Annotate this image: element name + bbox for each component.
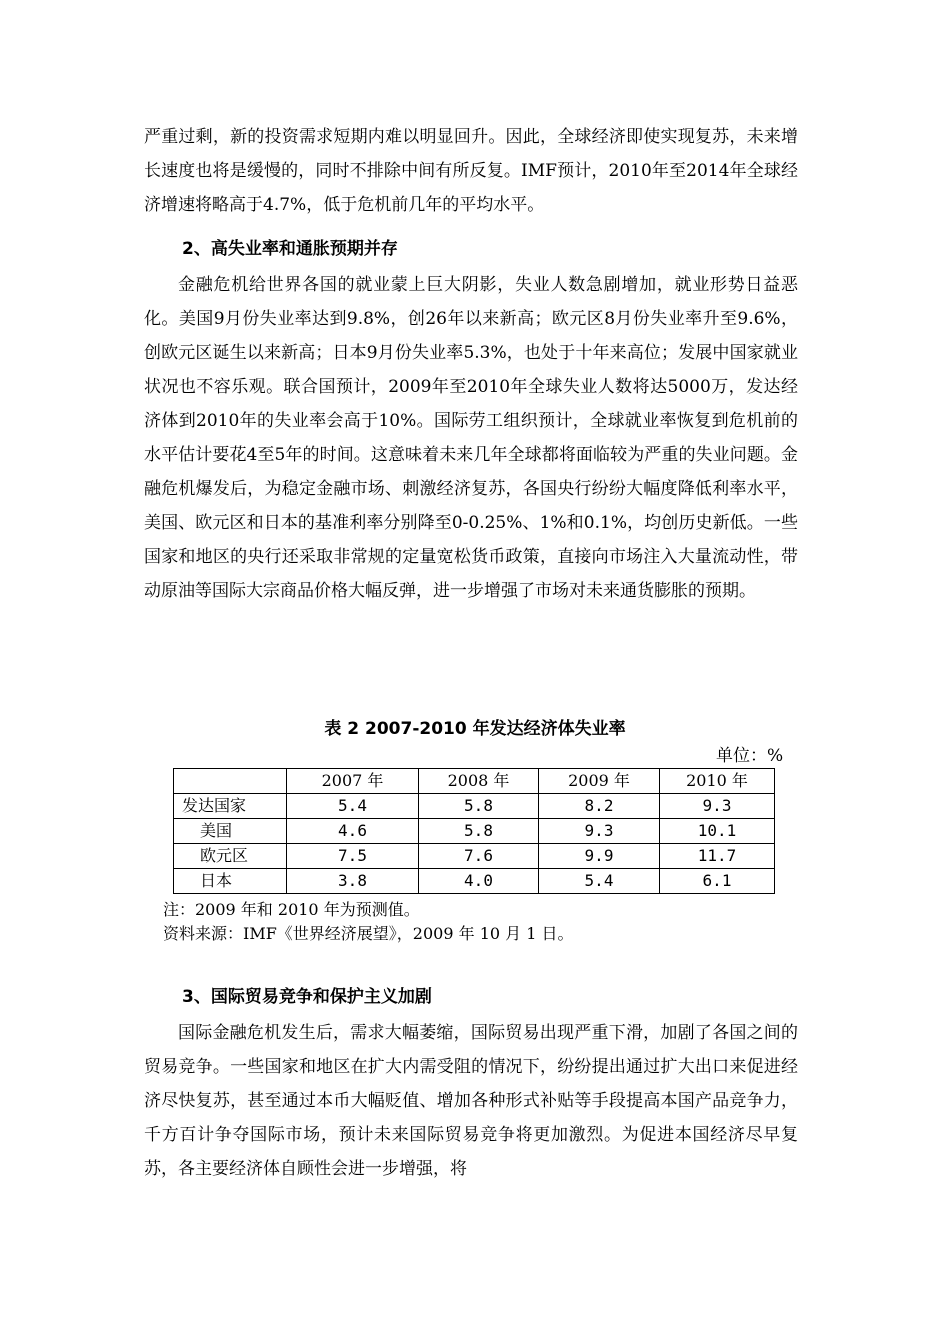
table-header-cell: 2009 年 bbox=[539, 769, 660, 794]
section-heading-unemployment-inflation: 2、高失业率和通胀预期并存 bbox=[182, 239, 398, 259]
table-row bbox=[174, 794, 775, 819]
table-cell: 7.6 bbox=[419, 844, 539, 869]
paragraph-unemployment-inflation: 金融危机给世界各国的就业蒙上巨大阴影，失业人数急剧增加，就业形势日益恶化。美国9月份失业率达到9.8%，创26年以来新高；欧元区8月份失业率升至9.6%，创欧元区诞生以来新高；日本9月份失业率5.3%，也处于十年来高位；发展中国家就业状况也不容乐观。联合国预计，2009年至2010年全球失业人数将达5000万，发达经济体到2010年的失业率会高于10%。国际劳工组织预计，全球就业率恢复到危机前的水平估计要花4至5年的时间。这意味着未来几年全球都将面临较为严重的失业问题。金融危机爆发后，为稳定金融市场、刺激经济复苏，各国央行纷纷大幅度降低利率水平，美国、欧元区和日本的基准利率分别降至0-0.25%、1%和0.1%，均创历史新低。一些国家和地区的央行还采取非常规的定量宽松货币政策，直接向市场注入大量流动性，带动原油等国际大宗商品价格大幅反弹，进一步增强了市场对未来通货膨胀的预期。 bbox=[144, 275, 798, 601]
section-heading-trade-protectionism: 3、国际贸易竞争和保护主义加剧 bbox=[182, 987, 432, 1007]
table-cell: 3.8 bbox=[287, 869, 419, 894]
table-cell: 11.7 bbox=[660, 844, 775, 869]
table-row bbox=[174, 869, 775, 894]
row-label: 美国 bbox=[174, 819, 287, 844]
table-source: 资料来源：IMF《世界经济展望》，2009 年 10 月 1 日。 bbox=[163, 924, 574, 943]
table-header-cell: 2007 年 bbox=[287, 769, 419, 794]
paragraph-trade-protectionism: 国际金融危机发生后，需求大幅萎缩，国际贸易出现严重下滑，加剧了各国之间的贸易竞争。一些国家和地区在扩大内需受阻的情况下，纷纷提出通过扩大出口来促进经济尽快复苏，甚至通过本币大幅贬值、增加各种形式补贴等手段提高本国产品竞争力，千方百计争夺国际市场，预计未来国际贸易竞争将更加激烈。为促进本国经济尽早复苏，各主要经济体自顾性会进一步增强，将 bbox=[144, 1023, 798, 1179]
table-cell: 8.2 bbox=[539, 794, 660, 819]
table-header-cell: 2008 年 bbox=[419, 769, 539, 794]
table-row bbox=[174, 819, 775, 844]
table-cell: 6.1 bbox=[660, 869, 775, 894]
table-cell: 4.0 bbox=[419, 869, 539, 894]
table-header-row bbox=[174, 769, 775, 794]
table-row bbox=[174, 844, 775, 869]
table-cell: 4.6 bbox=[287, 819, 419, 844]
table-cell: 9.3 bbox=[539, 819, 660, 844]
table-cell: 9.3 bbox=[660, 794, 775, 819]
table-cell: 7.5 bbox=[287, 844, 419, 869]
row-label: 日本 bbox=[174, 869, 287, 894]
row-label: 欧元区 bbox=[174, 844, 287, 869]
table-header-cell: 2010 年 bbox=[660, 769, 775, 794]
table-header-cell bbox=[174, 769, 287, 794]
paragraph-growth-outlook: 严重过剩，新的投资需求短期内难以明显回升。因此，全球经济即使实现复苏，未来增长速度也将是缓慢的，同时不排除中间有所反复。IMF预计，2010年至2014年全球经济增速将略高于4.7%，低于危机前几年的平均水平。 bbox=[144, 127, 798, 215]
table-cell: 5.8 bbox=[419, 819, 539, 844]
table-title: 表 2 2007-2010 年发达经济体失业率 bbox=[324, 719, 626, 739]
table-cell: 10.1 bbox=[660, 819, 775, 844]
table-cell: 5.8 bbox=[419, 794, 539, 819]
table-cell: 9.9 bbox=[539, 844, 660, 869]
table-unit: 单位：% bbox=[716, 746, 784, 766]
table-note: 注：2009 年和 2010 年为预测值。 bbox=[163, 900, 420, 919]
unemployment-table bbox=[173, 768, 775, 894]
row-label: 发达国家 bbox=[174, 794, 287, 819]
table-cell: 5.4 bbox=[539, 869, 660, 894]
table-cell: 5.4 bbox=[287, 794, 419, 819]
